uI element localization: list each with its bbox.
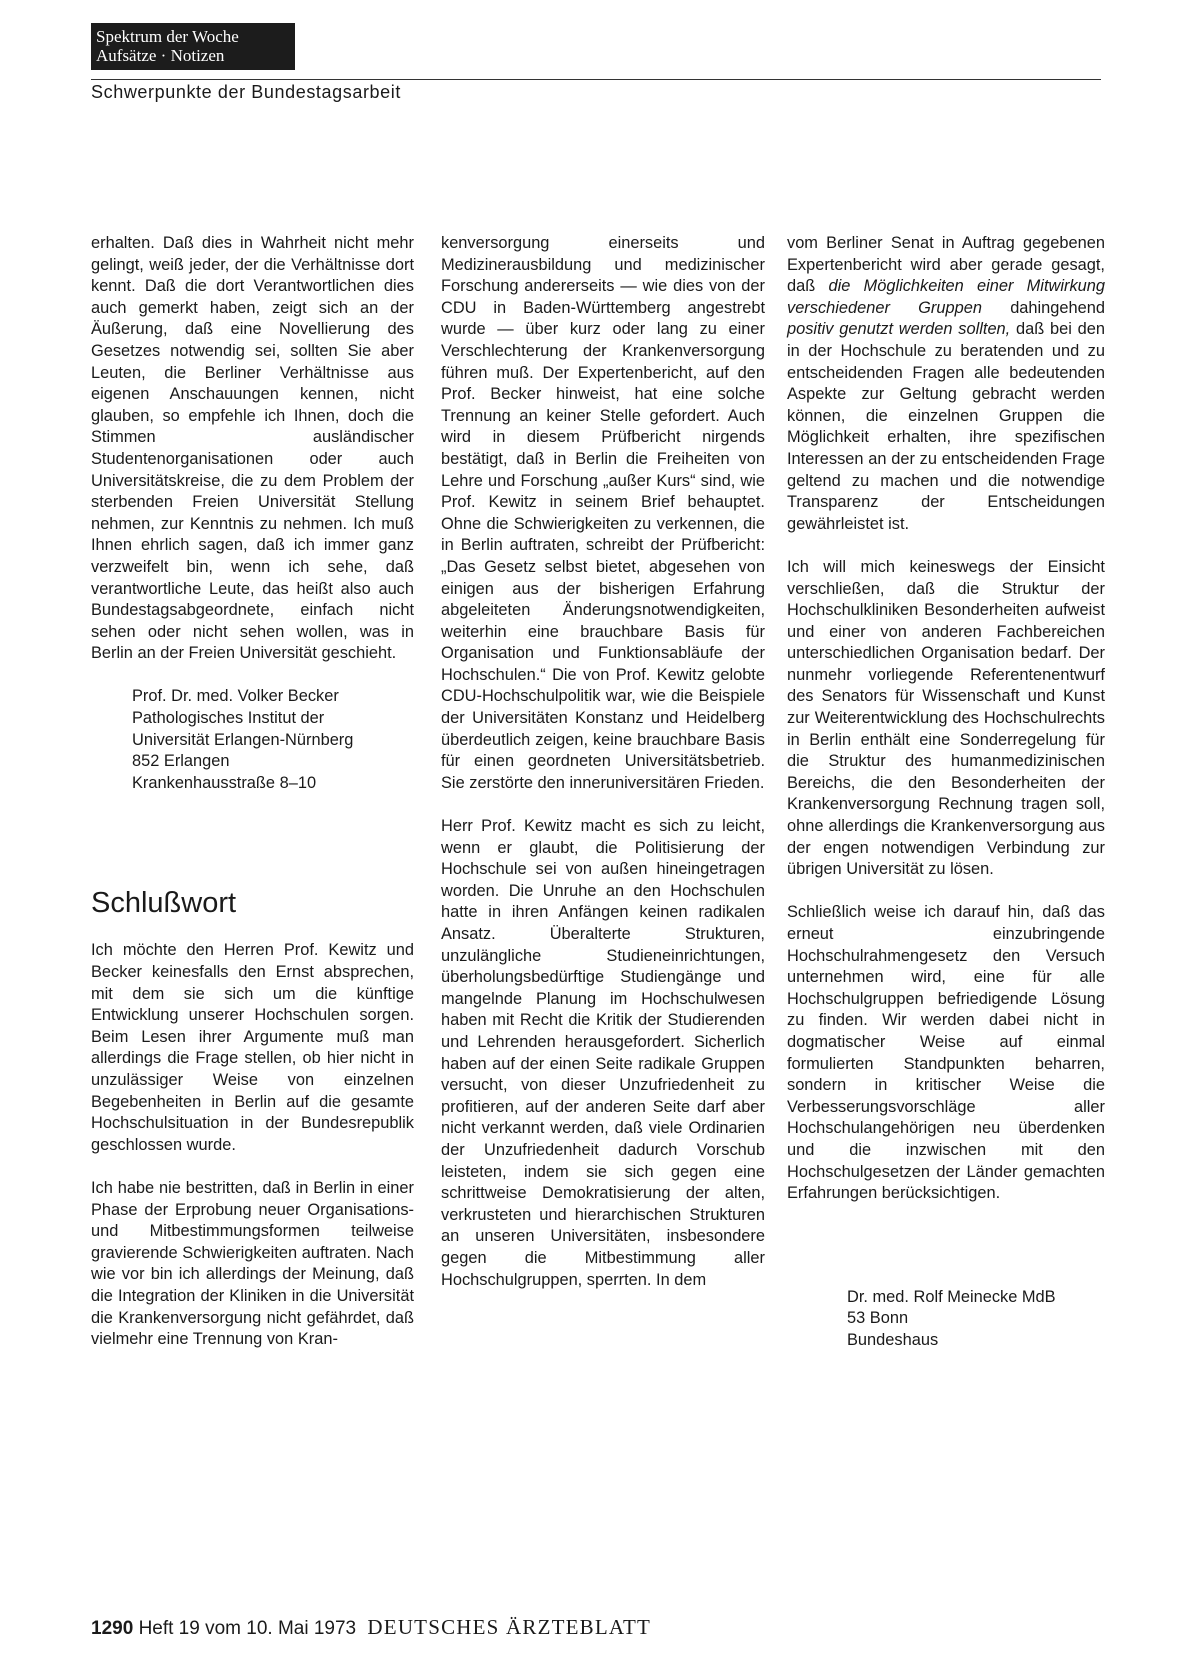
signature-line: Dr. med. Rolf Meinecke MdB <box>847 1287 1056 1306</box>
section-heading: Schlußwort <box>91 887 237 920</box>
emphasis-text: die Möglichkeiten einer Mitwirkung verschiedener Gruppen <box>787 277 1105 317</box>
paragraph: Ich habe nie bestritten, daß in Berlin in einer Phase der Erprobung neuer Organisations- und Mitbestimmungsformen teilweise gravierende Schwierigkeiten auftraten. Nach wie vor bin ich allerdings der Meinung, daß die Integration der Kliniken in die Universität die Krankenversorgung nicht gefährdet, daß vielmehr eine Trennung von Kran- <box>91 1178 414 1349</box>
header-rule <box>91 79 1101 80</box>
department-label-box <box>91 23 295 70</box>
paragraph: Schließlich weise ich darauf hin, daß das erneut einzubringende Hochschulrahmengesetz den Versuch unternehmen wird, eine für alle Hochschulgruppen befriedigende Lösung zu finden. Wir werden dabei nicht in dogmatischer Weise auf einmal formulierten Standpunkten beharren, sondern in kritischer Weise die Verbesserungsvorschläge aller Hochschulangehörigen neu überdenken und die inzwischen mit den Hochschulgesetzen der Länder gemachten Erfahrungen berücksichtigen. <box>787 903 1105 1203</box>
signature-line: Prof. Dr. med. Volker Becker <box>132 687 339 706</box>
paragraph: erhalten. Daß dies in Wahrheit nicht mehr gelingt, weiß jeder, der die Verhältnisse dort kennt. Daß die dort Verantwortlichen dies auch gemerkt haben, zeigt sich an der Äußerung, daß eine Novellierung des Gesetzes notwendig sei, sollten Sie aber Leuten, die Berliner Verhältnisse aus eigenen Anschauungen kennen, nicht glauben, so empfehle ich Ihnen, doch die Stimmen ausländischer Studentenorganisationen oder auch Universitätskreise, die zu dem Problem der sterbenden Freien Universität Stellung nehmen, zur Kenntnis zu nehmen. Ich muß Ihnen ehrlich sagen, daß ich immer ganz verzweifelt bin, wenn ich sehe, daß verantwortliche Leute, das heißt also auch Bundestagsabgeordnete, einfach nicht sehen oder nicht sehen wollen, was in Berlin an der Freien Universität geschieht. <box>91 234 414 663</box>
page-number: 1290 <box>91 1618 134 1639</box>
magazine-name: DEUTSCHES ÄRZTEBLATT <box>367 1615 651 1639</box>
text-run: vom Berliner Senat in Auftrag gegebenen Expertenbericht wird aber gerade gesagt, daß <box>787 234 1105 296</box>
emphasis-text: positiv genutzt werden sollten, <box>787 320 1011 339</box>
signature-line: Krankenhausstraße 8–10 <box>132 773 317 792</box>
signature-line: Universität Erlangen-Nürnberg <box>132 730 354 749</box>
text-column-1 <box>91 233 414 1351</box>
paragraph: Ich möchte den Herren Prof. Kewitz und Becker keinesfalls den Ernst absprechen, mit dem sie sich um die künftige Entwicklung unserer Hochschulen sorgen. Beim Lesen ihrer Argumente muß man allerdings die Frage stellen, ob hier nicht in unzulässiger Weise von einzelnen Begebenheiten in Berlin auf die gesamte Hochschulsituation in der Bundesrepublik geschlossen wurde. <box>91 941 414 1154</box>
department-label-line1: Spektrum der Woche <box>96 27 239 46</box>
text-column-2 <box>441 233 765 1291</box>
text-column-3 <box>787 233 1105 1352</box>
text-run: dahingehend <box>981 298 1105 317</box>
paragraph: Herr Prof. Kewitz macht es sich zu leicht, wenn er glaubt, die Politisierung der Hochschule sei von außen hineingetragen worden. Die Unruhe an den Hochschulen hatte in ihren Anfängen keinen radikalen Ansatz. Überalterte Strukturen, unzulängliche Studieneinrichtungen, überholungsbedürftige Studiengänge und mangelnde Planung im Hochschulwesen haben mit Recht die Kritik der Studierenden und Lehrenden herausgefordert. Sicherlich haben auf der einen Seite radikale Gruppen versucht, von dieser Unzufriedenheit zu profitieren, auf der anderen Seite darf aber nicht verkannt werden, daß viele Ordinarien der Unzufriedenheit dadurch Vorschub leisteten, indem sie sich gegen eine schrittweise Demokratisierung der alten, verkrusteten und hierarchischen Strukturen an unseren Universitäten, insbesondere gegen die Mitbestimmung aller Hochschulgruppen, sperrten. In dem <box>441 817 765 1289</box>
paragraph: Ich will mich keineswegs der Einsicht verschließen, daß die Struktur der Hochschulkliniken Besonderheiten aufweist und einer von anderen Fachbereichen unterschiedlichen Organisation bedarf. Der nunmehr vorliegende Referentenentwurf des Senators für Wissenschaft und Kunst zur Weiterentwicklung des Hochschulrechts in Berlin enthält eine Sonderregelung für die Struktur des humanmedizinischen Bereichs, die den Besonderheiten der Krankenversorgung Rechnung tragen soll, ohne allerdings die Krankenversorgung aus der engen notwendigen Verbindung zur übrigen Universität zu lösen. <box>787 557 1105 879</box>
signature-line: Bundeshaus <box>847 1330 939 1349</box>
page-footer <box>91 1615 651 1640</box>
paragraph <box>787 233 1105 535</box>
text-run: daß bei den in der Hochschule zu beratenden und zu entscheidenden Fragen alle bedeutenden Aspekte zur Geltung gebracht werden können, die einzelnen Gruppen die Möglichkeit erhalten, ihre spezifischen Interessen an der zu entscheidenden Frage geltend zu machen und die notwendige Transparenz der Entscheidungen gewährleistet ist. <box>787 320 1106 533</box>
section-title: Schwerpunkte der Bundestagsarbeit <box>91 82 401 102</box>
author-signature-meinecke <box>847 1287 1105 1352</box>
author-signature-becker <box>132 686 414 794</box>
signature-line: 852 Erlangen <box>132 752 230 771</box>
paragraph: kenversorgung einerseits und Medizinerausbildung und medizinischer Forschung andererseits — wie dies von der CDU in Baden-Württemberg angestrebt wurde — über kurz oder lang zu einer Verschlechterung der Krankenversorgung führen muß. Der Expertenbericht, auf den Prof. Becker hinweist, hat eine solche Trennung an keiner Stelle gefordert. Auch wird in diesem Prüfbericht nirgends bestätigt, daß in Berlin die Freiheiten von Lehre und Forschung „außer Kurs“ sind, wie Prof. Kewitz in seinem Brief behauptet. Ohne die Schwierigkeiten zu verkennen, die in Berlin auftraten, schreibt der Prüfbericht: „Das Gesetz selbst bietet, abgesehen von einigen aus der bisherigen Erfahrung abgeleiteten Änderungsnotwendigkeiten, weiterhin eine brauchbare Basis für Organisation und Funktionsabläufe der Hochschulen.“ Die von Prof. Kewitz gelobte CDU-Hochschulpolitik war, wie die Beispiele der Universitäten Konstanz und Heidelberg überdeutlich zeigen, keine brauchbare Basis für einen geordneten Universitätsbetrieb. Sie zerstörte den inneruniversitären Frieden. <box>441 234 765 792</box>
department-label-line2: Aufsätze · Notizen <box>96 46 225 65</box>
signature-line: Pathologisches Institut der <box>132 709 325 728</box>
signature-line: 53 Bonn <box>847 1309 909 1328</box>
issue-info: Heft 19 vom 10. Mai 1973 <box>138 1618 357 1639</box>
